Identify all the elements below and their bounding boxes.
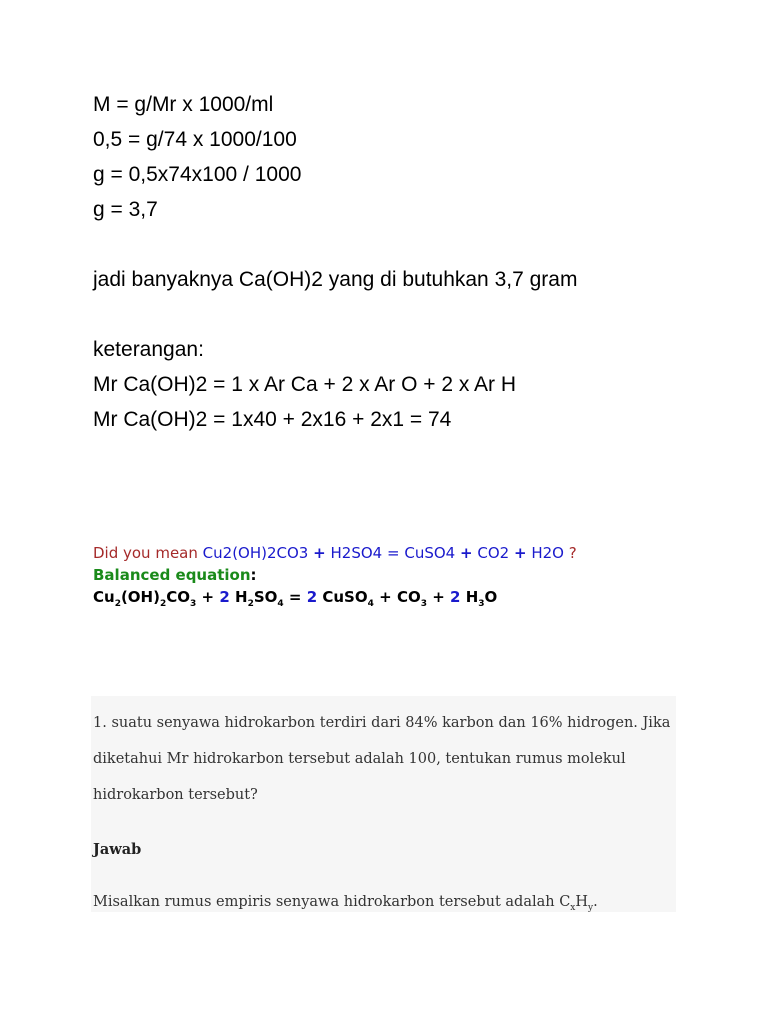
balanced-product-3: $H_3O$ (465, 588, 498, 609)
problem-line-3: hidrokarbon tersebut? (93, 787, 258, 803)
subscript-y: y (588, 902, 594, 913)
did-you-mean-label: Did you mean (93, 544, 198, 562)
balanced-reactant-2: $H_2SO_4$ (235, 588, 284, 609)
calc-line-1: M = g/Mr x 1000/ml (93, 93, 274, 116)
plus-sign: + (379, 588, 392, 606)
note-line-1: Mr Ca(OH)2 = 1 x Ar Ca + 2 x Ar O + 2 x Ar H (93, 373, 517, 396)
note-line-2: Mr Ca(OH)2 = 1x40 + 2x16 + 2x1 = 74 (93, 408, 452, 431)
plus-sign: + (513, 544, 527, 562)
product-3[interactable]: H2O (531, 544, 564, 562)
product-2[interactable]: CO2 (477, 544, 510, 562)
product-1[interactable]: CuSO4 (404, 544, 456, 562)
balanced-reactant-1: $Cu_2(OH)_2CO_3$ (93, 588, 197, 609)
subscript-x: x (570, 902, 576, 913)
did-you-mean-line (93, 543, 577, 563)
answer-text: Misalkan rumus empiris senyawa hidrokarbon tersebut adalah C (93, 894, 571, 910)
equals-sign: = (288, 588, 302, 606)
coefficient: 2 (450, 588, 461, 606)
calc-line-3: g = 0,5x74x100 / 1000 (93, 163, 302, 186)
problem-line-2: diketahui Mr hidrokarbon tersebut adalah 100, tentukan rumus molekul (93, 751, 626, 767)
note-heading: keterangan: (93, 338, 204, 361)
problem-line-1: 1. suatu senyawa hidrokarbon terdiri dari 84% karbon dan 16% hidrogen. Jika (93, 715, 671, 731)
balanced-product-2: $CO_3$ (396, 588, 427, 609)
reactant-1[interactable]: Cu2(OH)2CO3 (202, 544, 309, 562)
plus-sign: + (432, 588, 445, 606)
coefficient: 2 (306, 588, 318, 606)
answer-period: . (593, 894, 598, 910)
answer-label: Jawab (93, 841, 142, 858)
conclusion-text: jadi banyaknya Ca(OH)2 yang di butuhkan 3,7 gram (93, 268, 578, 291)
plus-sign: + (201, 588, 215, 606)
plus-sign: + (313, 544, 326, 562)
balanced-label-line (93, 565, 257, 585)
balanced-colon: : (250, 566, 257, 584)
equals-sign: = (386, 544, 400, 562)
calc-line-2: 0,5 = g/74 x 1000/100 (93, 128, 297, 151)
reactant-2[interactable]: H2SO4 (330, 544, 383, 562)
coefficient: 2 (219, 588, 230, 606)
answer-text-line (93, 893, 598, 911)
question-mark: ? (568, 544, 577, 562)
balanced-product-1: CuSO$_4$ (322, 588, 374, 609)
calc-line-4: g = 3,7 (93, 198, 158, 221)
balanced-equation (93, 587, 497, 607)
hydrogen-symbol: H (575, 894, 589, 910)
plus-sign: + (459, 544, 473, 562)
balanced-label: Balanced equation (93, 566, 251, 584)
